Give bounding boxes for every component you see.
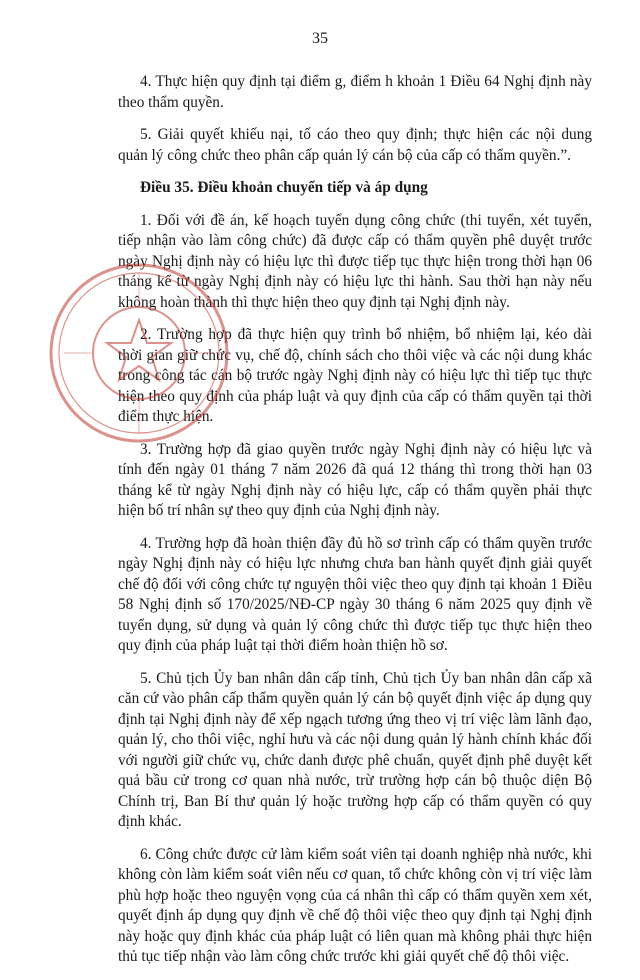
- article-clause-1: 1. Đối với đề án, kế hoạch tuyển dụng công chức (thi tuyển, xét tuyển, tiếp nhận vào làm công chức) đã được cấp có thẩm quyền phê duyệt trước ngày Nghị định này có hiệu lực thì được tiếp tục thực hiện trong thời hạn 06 tháng kể từ ngày Nghị định này có hiệu lực thi hành. Sau thời hạn này nếu không hoàn thành thì thực hiện theo quy định tại Nghị định này.: [118, 211, 592, 311]
- article-clause-3: 3. Trường hợp đã giao quyền trước ngày Nghị định này có hiệu lực và tính đến ngày 01 tháng 7 năm 2026 đã quá 12 tháng thì trong thời hạn 03 tháng kể từ ngày Nghị định này có hiệu lực, cấp có thẩm quyền phải thực hiện bố trí nhân sự theo quy định của Nghị định này.: [118, 440, 592, 519]
- article-clause-4: 4. Trường hợp đã hoàn thiện đầy đủ hồ sơ trình cấp có thẩm quyền trước ngày Nghị định này có hiệu lực nhưng chưa ban hành quyết định giải quyết chế độ đối với công chức tự nguyện thôi việc theo quy định tại khoản 1 Điều 58 Nghị định số 170/2025/NĐ-CP ngày 30 tháng 6 năm 2025 quy định về tuyển dụng, sử dụng và quản lý công chức thì được tiếp tục thực hiện theo quy định của pháp luật tại thời điểm hoàn thiện hồ sơ.: [118, 534, 592, 654]
- article-clause-5: 5. Chủ tịch Ủy ban nhân dân cấp tỉnh, Chủ tịch Ủy ban nhân dân cấp xã căn cứ vào phân cấp thẩm quyền quản lý cán bộ quyết định việc áp dụng quy định tại Nghị định này để xếp ngạch tương ứng theo vị trí việc làm lãnh đạo, quản lý, cho thôi việc, nghỉ hưu và các nội dung quản lý hành chính khác đối với người giữ chức vụ, chức danh được phê chuẩn, quyết định phê duyệt kết quả bầu cử trong cơ quan nhà nước, trừ trường hợp cán bộ thuộc diện Bộ Chính trị, Ban Bí thư quản lý hoặc trường hợp cấp có thẩm quyền có quy định khác.: [118, 669, 592, 830]
- paragraph-4: 4. Thực hiện quy định tại điểm g, điểm h khoản 1 Điều 64 Nghị định này theo thẩm quyền.: [118, 73, 592, 111]
- article-clause-6: 6. Công chức được cử làm kiểm soát viên tại doanh nghiệp nhà nước, khi không còn làm kiểm soát viên nếu cơ quan, tổ chức không còn vị trí việc làm phù hợp hoặc theo nguyện vọng của cá nhân thì cấp có thẩm quyền xem xét, quyết định áp dụng quy định về chế độ thôi việc theo quy định tại Nghị định này hoặc quy định khác của pháp luật có liên quan mà không phải thực hiện thủ tục tiếp nhận vào làm công chức trước khi giải quyết chế độ thôi việc.: [118, 845, 592, 965]
- article-heading: Điều 35. Điều khoản chuyển tiếp và áp dụng: [140, 179, 428, 196]
- article-clause-2: 2. Trường hợp đã thực hiện quy trình bổ nhiệm, bổ nhiệm lại, kéo dài thời gian giữ chức vụ, chế độ, chính sách cho thôi việc và các nội dung khác trong công tác cán bộ trước ngày Nghị định này có hiệu lực thì tiếp tục thực hiện theo quy định của pháp luật và quy định của cấp có thẩm quyền tại thời điểm thực hiện.: [118, 326, 592, 425]
- paragraph-5: 5. Giải quyết khiếu nại, tố cáo theo quy định; thực hiện các nội dung quản lý công chức theo phân cấp quản lý cán bộ của cấp có thẩm quyền.”.: [118, 126, 592, 164]
- page-number: 35: [312, 30, 328, 47]
- document-body: [118, 72, 592, 980]
